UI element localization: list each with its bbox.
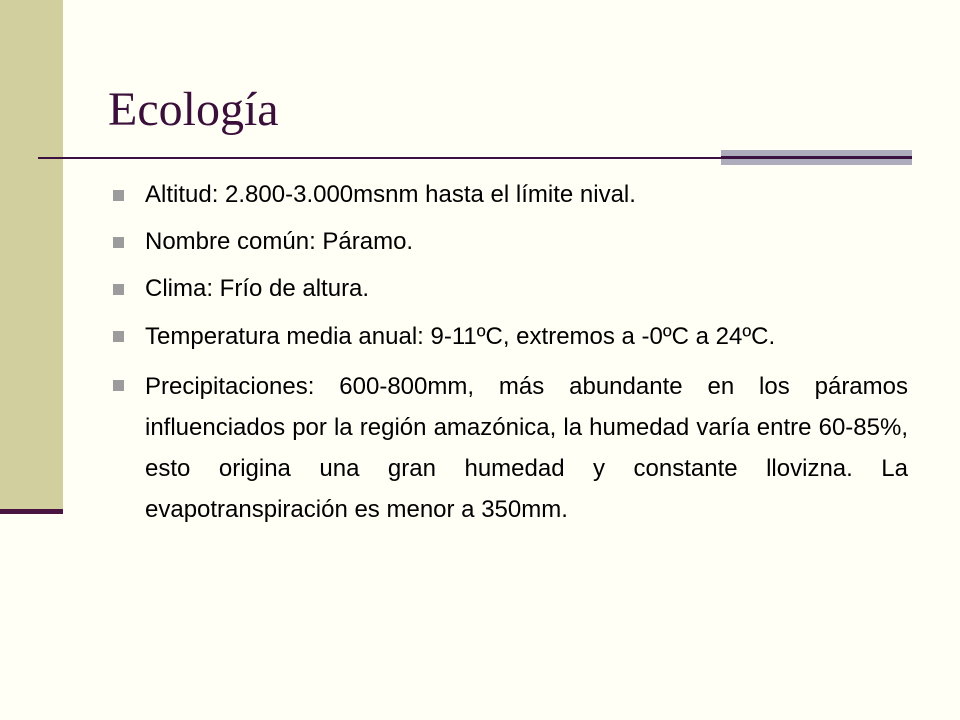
side-decoration-accent-line <box>0 509 63 514</box>
bullet-text: Altitud: 2.800-3.000msnm hasta el límite nival. <box>145 181 636 208</box>
square-bullet-icon <box>113 237 124 248</box>
bullet-text: Clima: Frío de altura. <box>145 275 370 302</box>
slide-title: Ecología <box>108 83 279 136</box>
square-bullet-icon <box>113 380 124 391</box>
bullet-item-nombre <box>108 223 908 261</box>
bullet-item-precipitaciones <box>108 366 908 530</box>
bullet-text: Nombre común: Páramo. <box>145 228 414 255</box>
bullet-text: Precipitaciones: 600-800mm, más abundante en los páramos influenciados por la región amazónica, la humedad varía entre 60-85%, esto origina una gran humedad y constante llovizna. La evapotranspiración es menor a 350mm. <box>145 373 908 523</box>
title-underline-accent-line <box>721 156 912 159</box>
square-bullet-icon <box>113 190 124 201</box>
bullet-item-altitud <box>108 176 908 214</box>
side-decoration-band <box>0 0 63 512</box>
bullet-list <box>108 176 908 539</box>
bullet-text: Temperatura media anual: 9-11ºC, extremos a -0ºC a 24ºC. <box>145 323 776 350</box>
square-bullet-icon <box>113 331 124 342</box>
bullet-item-temperatura <box>108 317 908 357</box>
square-bullet-icon <box>113 284 124 295</box>
bullet-item-clima <box>108 270 908 308</box>
